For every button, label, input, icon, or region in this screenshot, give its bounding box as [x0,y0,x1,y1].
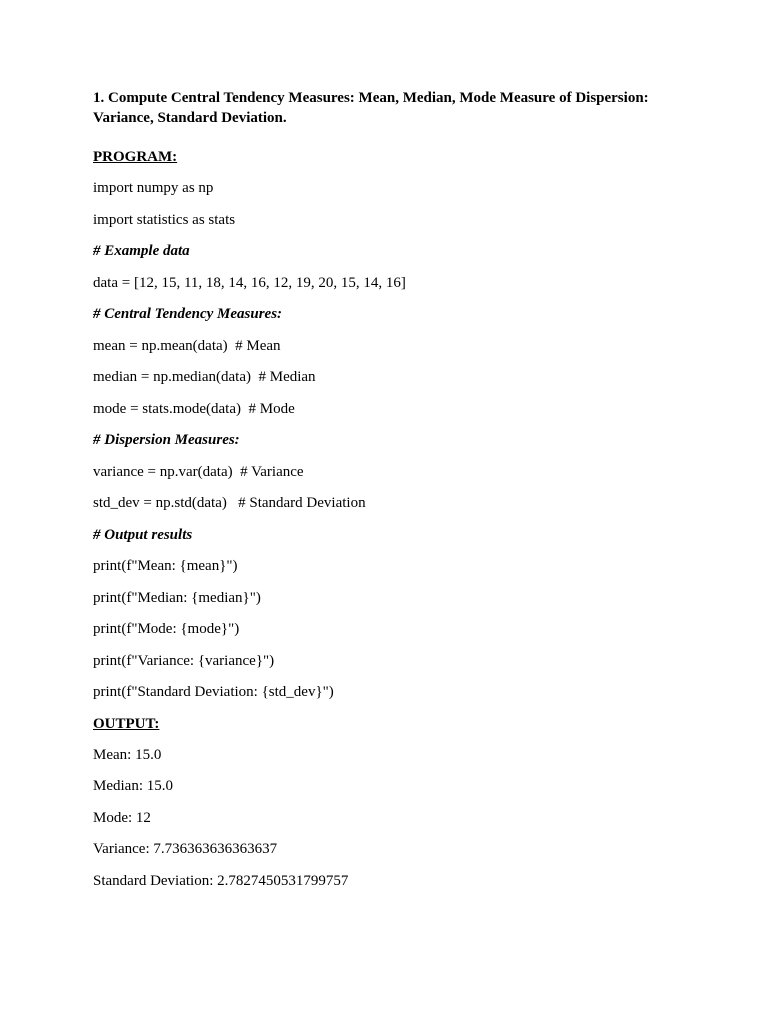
code-line: import statistics as stats [93,211,236,228]
code-comment-line: # Example data [93,243,190,259]
output-line: Mode: 12 [93,809,151,826]
code-line: data = [12, 15, 11, 18, 14, 16, 12, 19, 20, 15, 14, 16] [93,274,406,291]
code-line: median = np.median(data) # Median [93,369,316,385]
code-line: mean = np.mean(data) # Mean [93,337,281,354]
output-line: Median: 15.0 [93,778,173,794]
code-line: import numpy as np [93,180,214,196]
code-line: print(f"Mean: {mean}") [93,558,238,574]
document-title: 1. Compute Central Tendency Measures: Mean, Median, Mode Measure of Dispersion: Variance, Standard Deviation. [93,90,649,126]
output-heading: OUTPUT: [93,715,160,732]
output-block [93,746,683,890]
program-heading: PROGRAM: [93,149,178,165]
document-page [93,88,683,903]
code-line: std_dev = np.std(data) # Standard Deviation [93,495,366,511]
code-line: variance = np.var(data) # Variance [93,463,304,480]
code-line: mode = stats.mode(data) # Mode [93,400,295,417]
code-line: print(f"Variance: {variance}") [93,652,275,669]
code-comment-line: # Central Tendency Measures: [93,306,283,322]
output-line: Mean: 15.0 [93,746,162,763]
code-line: print(f"Standard Deviation: {std_dev}") [93,684,334,700]
output-line: Standard Deviation: 2.7827450531799757 [93,872,349,889]
code-comment-line: # Output results [93,526,193,543]
program-code-block [93,179,683,701]
code-comment-line: # Dispersion Measures: [93,432,240,448]
code-line: print(f"Median: {median}") [93,589,261,606]
output-line: Variance: 7.736363636363637 [93,841,278,857]
code-line: print(f"Mode: {mode}") [93,621,240,637]
